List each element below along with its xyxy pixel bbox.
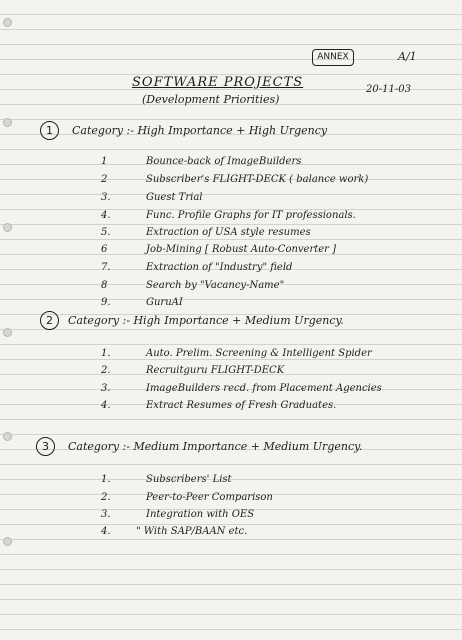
- item-number: 4.: [101, 526, 111, 537]
- item-number: 2: [101, 174, 108, 185]
- list-item: GuruAI: [146, 297, 183, 308]
- list-item: Guest Trial: [146, 192, 203, 203]
- item-number: 2.: [101, 492, 111, 503]
- section-number-circle: 3: [36, 437, 55, 456]
- category-heading: Category :- High Importance + Medium Urgency.: [68, 314, 344, 327]
- list-item: Extract Resumes of Fresh Graduates.: [146, 400, 337, 411]
- item-number: 3.: [101, 509, 111, 520]
- section-number-circle: 2: [40, 311, 59, 330]
- category-heading: Category :- High Importance + High Urgency: [72, 124, 328, 137]
- item-number: 7.: [101, 262, 111, 273]
- page-title: SOFTWARE PROJECTS: [132, 75, 304, 90]
- item-number: 3.: [101, 383, 111, 394]
- item-number: 5.: [101, 227, 111, 238]
- list-item: ImageBuilders recd. from Placement Agencies: [146, 383, 382, 394]
- binder-hole: [3, 18, 12, 27]
- annex-box: ANNEX: [312, 49, 354, 66]
- item-number: 4.: [101, 210, 111, 221]
- page-subtitle: (Development Priorities): [142, 93, 280, 106]
- binder-hole: [3, 432, 12, 441]
- list-item: Extraction of "Industry" field: [146, 262, 293, 273]
- item-number: 1: [101, 156, 108, 167]
- list-item: Extraction of USA style resumes: [146, 227, 311, 238]
- binder-hole: [3, 223, 12, 232]
- item-number: 1.: [101, 348, 111, 359]
- binder-hole: [3, 118, 12, 127]
- list-item: Bounce-back of ImageBuilders: [146, 156, 302, 167]
- item-number: 3.: [101, 192, 111, 203]
- item-number: 8: [101, 280, 108, 291]
- page-number: A/1: [398, 50, 417, 63]
- list-item: Peer-to-Peer Comparison: [146, 492, 273, 503]
- list-item: Job-Mining [ Robust Auto-Converter ]: [146, 244, 337, 255]
- item-number: 4.: [101, 400, 111, 411]
- list-item: Subscriber's FLIGHT-DECK ( balance work): [146, 174, 369, 185]
- item-number: 9.: [101, 297, 111, 308]
- list-item: Search by "Vacancy-Name": [146, 280, 285, 291]
- date: 20-11-03: [366, 84, 411, 95]
- list-item: " With SAP/BAAN etc.: [136, 526, 248, 537]
- list-item: Func. Profile Graphs for IT professionals.: [146, 210, 356, 221]
- list-item: Recruitguru FLIGHT-DECK: [146, 365, 285, 376]
- binder-hole: [3, 537, 12, 546]
- binder-hole: [3, 328, 12, 337]
- binder-holes: [3, 0, 13, 640]
- item-number: 6: [101, 244, 108, 255]
- list-item: Subscribers' List: [146, 474, 232, 485]
- list-item: Integration with OES: [146, 509, 255, 520]
- item-number: 1.: [101, 474, 111, 485]
- category-heading: Category :- Medium Importance + Medium Urgency.: [68, 440, 363, 453]
- item-number: 2.: [101, 365, 111, 376]
- list-item: Auto. Prelim. Screening & Intelligent Spider: [146, 348, 372, 359]
- section-number-circle: 1: [40, 121, 59, 140]
